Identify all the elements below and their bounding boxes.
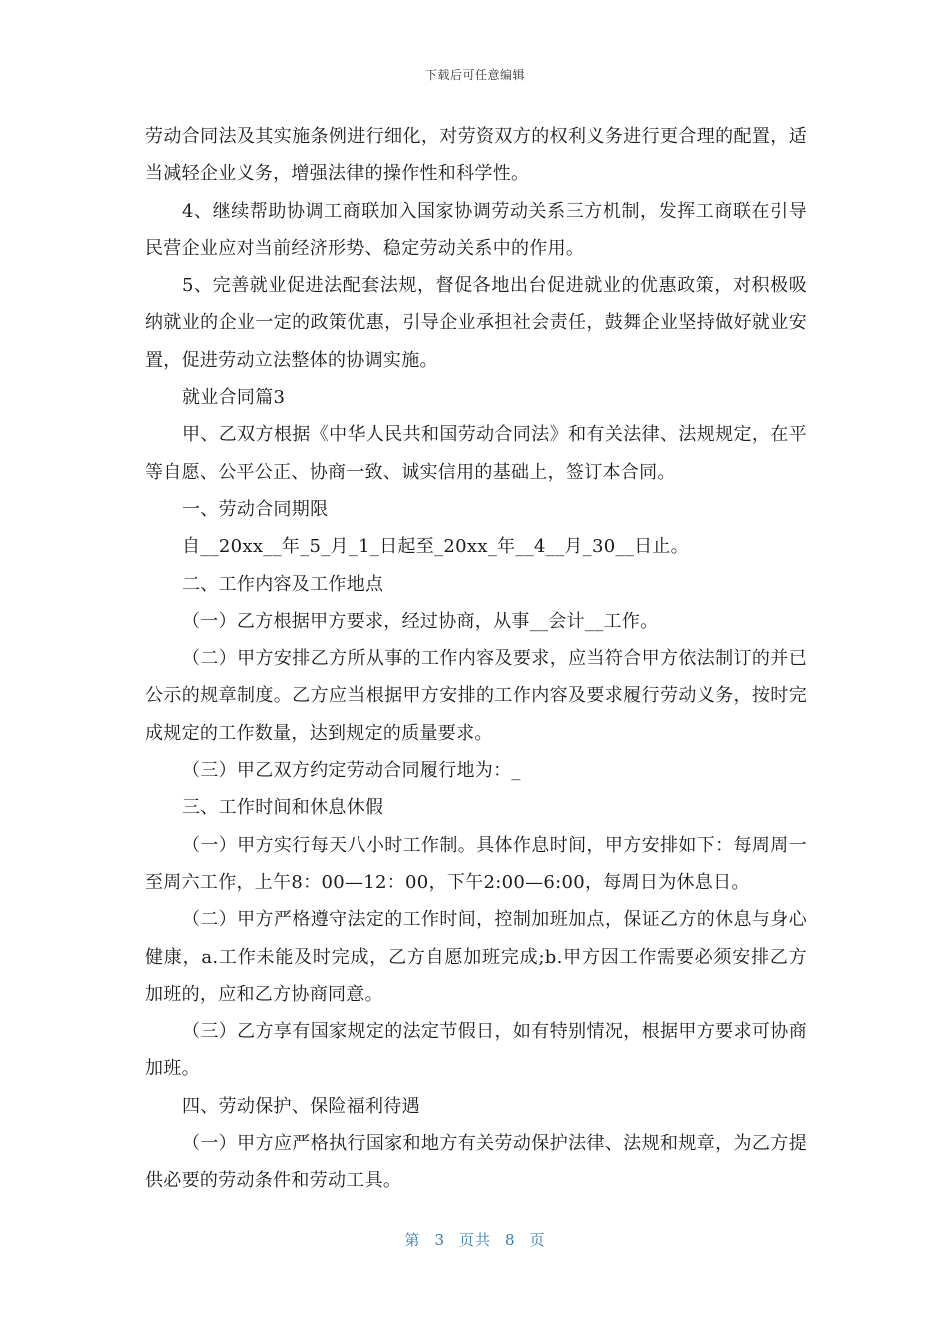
paragraph: 5、完善就业促进法配套法规，督促各地出台促进就业的优惠政策，对积极吸纳就业的企业一定的政策优惠，引导企业承担社会责任，鼓舞企业坚持做好就业安置，促进劳动立法整体的协调实施。: [145, 275, 807, 371]
footer-suffix: 页: [529, 1231, 546, 1249]
paragraph: （一）乙方根据甲方要求，经过协商，从事__会计__工作。: [182, 610, 659, 632]
document-body: [145, 118, 807, 1200]
page-number-footer: [0, 1229, 950, 1250]
paragraph: （二）甲方严格遵守法定的工作时间，控制加班加点，保证乙方的休息与身心健康，a.工作未能及时完成，乙方自愿加班完成;b.甲方因工作需要必须安排乙方加班的，应和乙方协商同意。: [145, 909, 807, 1005]
paragraph: 自__20xx__年_5_月_1_日起至_20xx_年__4__月_30__日止。: [182, 536, 689, 558]
section-title: 就业合同篇3: [182, 387, 286, 409]
section-heading: 四、劳动保护、保险福利待遇: [182, 1095, 420, 1117]
paragraph: （一）甲方实行每天八小时工作制。具体作息时间，甲方安排如下：每周周一至周六工作，上午8：00—12：00，下午2:00—6:00，每周日为休息日。: [145, 834, 807, 893]
footer-prefix: 第: [404, 1231, 421, 1249]
section-heading: 二、工作内容及工作地点: [182, 573, 384, 595]
section-heading: 三、工作时间和休息休假: [182, 797, 384, 819]
section-heading: 一、劳动合同期限: [182, 498, 329, 520]
page-header: 下载后可任意编辑: [424, 68, 525, 82]
paragraph: 4、继续帮助协调工商联加入国家协调劳动关系三方机制，发挥工商联在引导民营企业应对当前经济形势、稳定劳动关系中的作用。: [145, 200, 807, 259]
paragraph: （一）甲方应严格执行国家和地方有关劳动保护法律、法规和规章，为乙方提供必要的劳动条件和劳动工具。: [145, 1133, 807, 1192]
paragraph: （二）甲方安排乙方所从事的工作内容及要求，应当符合甲方依法制订的并已公示的规章制度。乙方应当根据甲方安排的工作内容及要求履行劳动义务，按时完成规定的工作数量，达到规定的质量要求。: [145, 648, 807, 744]
current-page-number: 3: [434, 1231, 445, 1249]
paragraph: 甲、乙双方根据《中华人民共和国劳动合同法》和有关法律、法规规定，在平等自愿、公平公正、协商一致、诚实信用的基础上，签订本合同。: [145, 424, 807, 483]
footer-middle: 页共: [458, 1231, 491, 1249]
paragraph: （三）甲乙双方约定劳动合同履行地为：_: [182, 760, 521, 782]
paragraph: （三）乙方享有国家规定的法定节假日，如有特别情况，根据甲方要求可协商加班。: [145, 1021, 807, 1080]
total-pages-number: 8: [505, 1231, 516, 1249]
paragraph: 劳动合同法及其实施条例进行细化，对劳资双方的权利义务进行更合理的配置，适当减轻企业义务，增强法律的操作性和科学性。: [145, 126, 807, 185]
